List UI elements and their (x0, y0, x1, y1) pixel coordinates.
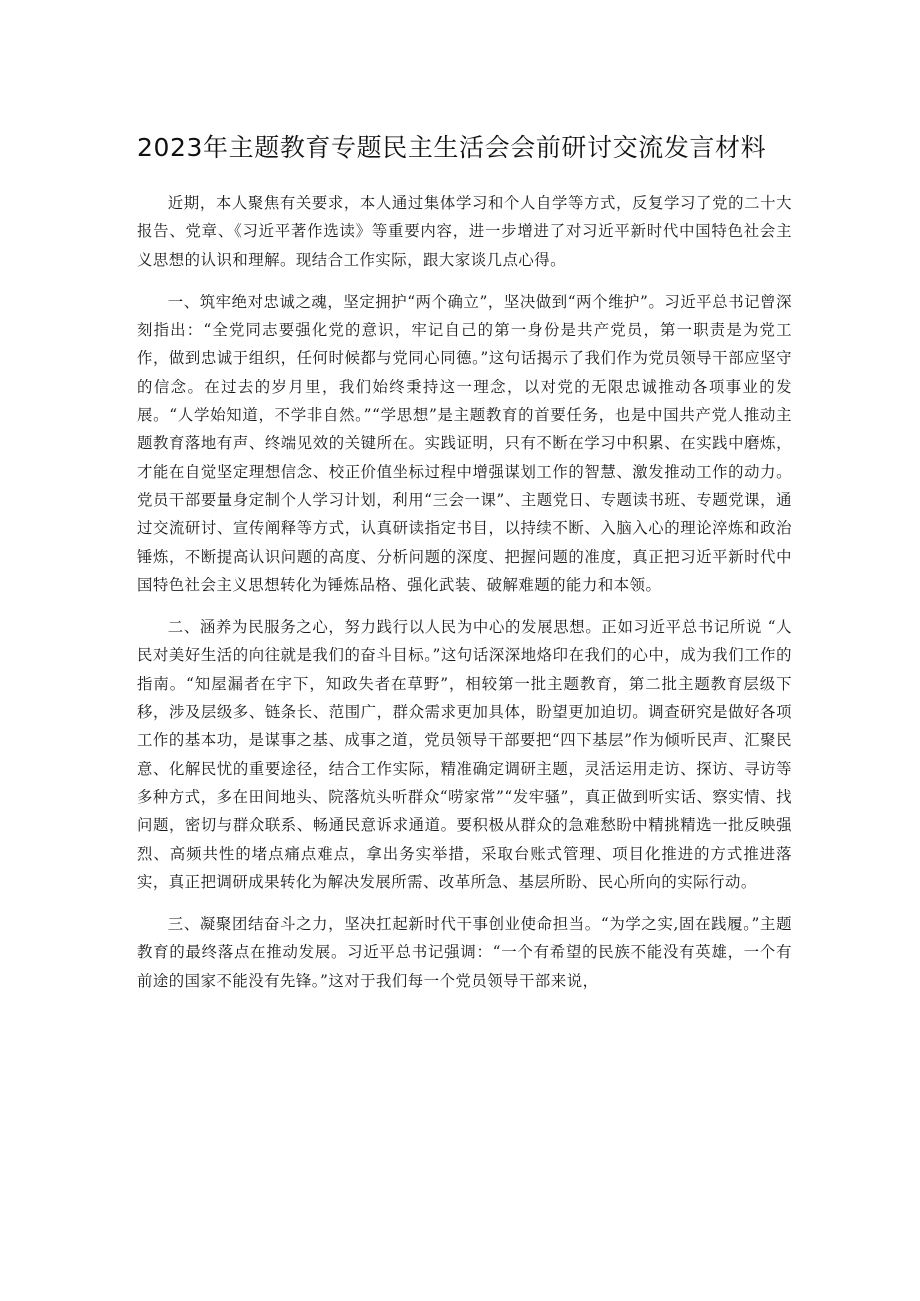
paragraph-section-two: 二、涵养为民服务之心，努力践行以人民为中心的发展思想。正如习近平总书记所说 “人民对美好生活的向往就是我们的奋斗目标。”这句话深深地烙印在我们的心中，成为我们工作的指南。“知屋漏者在宇下，知政失者在草野”，相较第一批主题教育，第二批主题教育层级下移，涉及层级多、链条长、范围广，群众需求更加具体，盼望更加迫切。调查研究是做好各项工作的基本功，是谋事之基、成事之道，党员领导干部要把“四下基层”作为倾听民声、汇聚民意、化解民忧的重要途径，结合工作实际，精准确定调研主题，灵活运用走访、探访、寻访等多种方式，多在田间地头、院落炕头听群众“唠家常”“发牢骚”，真正做到听实话、察实情、找问题，密切与群众联系、畅通民意诉求通道。要积极从群众的急难愁盼中精挑精选一批反映强烈、高频共性的堵点痛点难点，拿出务实举措，采取台账式管理、项目化推进的方式推进落实，真正把调研成果转化为解决发展所需、改革所急、基层所盼、民心所向的实际行动。 (137, 618, 792, 891)
paragraph-intro: 近期，本人聚焦有关要求，本人通过集体学习和个人自学等方式，反复学习了党的二十大报告、党章、《习近平著作选读》等重要内容，进一步增进了对习近平新时代中国特色社会主义思想的认识和理解。现结合工作实际，跟大家谈几点心得。 (137, 194, 792, 269)
document-title: 2023年主题教育专题民主生活会会前研讨交流发言材料 (137, 133, 767, 162)
document-page (137, 126, 792, 995)
paragraph-section-one: 一、筑牢绝对忠诚之魂，坚定拥护“两个确立”，坚决做到“两个维护”。习近平总书记曾深刻指出：“全党同志要强化党的意识，牢记自己的第一身份是共产党员，第一职责是为党工作，做到忠诚于组织，任何时候都与党同心同德。”这句话揭示了我们作为党员领导干部应坚守的信念。在过去的岁月里，我们始终秉持这一理念，以对党的无限忠诚推动各项事业的发展。“人学始知道，不学非自然。”“学思想”是主题教育的首要任务，也是中国共产党人推动主题教育落地有声、终端见效的关键所在。实践证明，只有不断在学习中积累、在实践中磨炼，才能在自觉坚定理想信念、校正价值坐标过程中增强谋划工作的智慧、激发推动工作的动力。党员干部要量身定制个人学习计划，利用“三会一课”、主题党日、专题读书班、专题党课，通过交流研讨、宣传阐释等方式，认真研读指定书目，以持续不断、入脑入心的理论淬炼和政治锤炼，不断提高认识问题的高度、分析问题的深度、把握问题的准度，真正把习近平新时代中国特色社会主义思想转化为锤炼品格、强化武装、破解难题的能力和本领。 (137, 292, 792, 594)
paragraph-section-three: 三、凝聚团结奋斗之力，坚决扛起新时代干事创业使命担当。“为学之实,固在践履。”主题教育的最终落点在推动发展。习近平总书记强调：“一个有希望的民族不能没有英雄，一个有前途的国家不能没有先锋。”这对于我们每一个党员领导干部来说， (137, 915, 792, 990)
